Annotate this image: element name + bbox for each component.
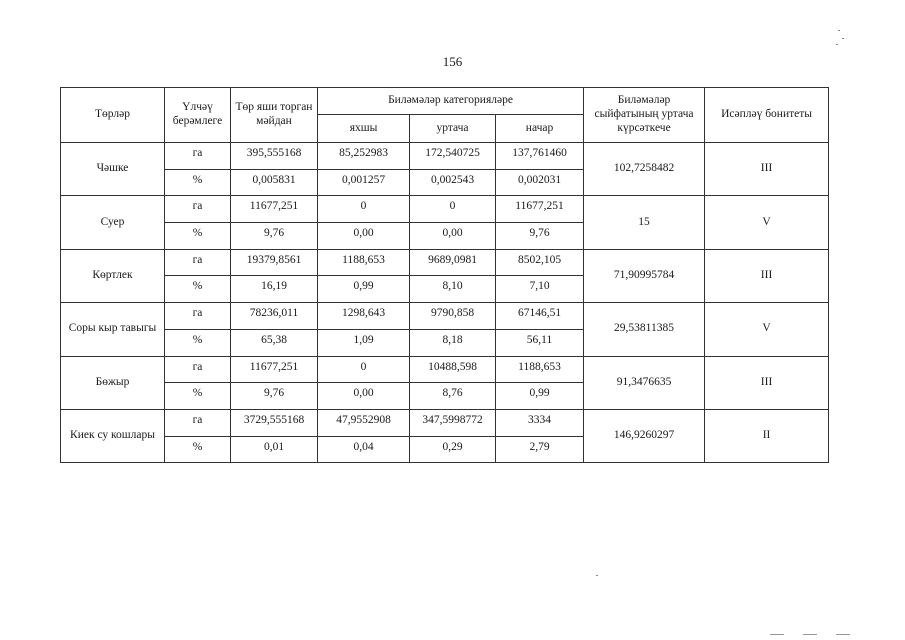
avg-quality-cell: 71,90995784 xyxy=(584,249,705,302)
area-cell: 395,555168 xyxy=(231,143,318,170)
scan-edge-mark xyxy=(803,634,817,635)
header-category-poor: начар xyxy=(496,115,584,143)
species-name: Чәшке xyxy=(61,143,165,196)
poor-cell: 0,002031 xyxy=(496,169,584,196)
area-cell: 0,01 xyxy=(231,436,318,463)
good-cell: 0,99 xyxy=(318,276,410,303)
medium-cell: 0 xyxy=(410,196,496,223)
scan-edge-mark xyxy=(836,634,850,635)
poor-cell: 8502,105 xyxy=(496,249,584,276)
unit-cell: га xyxy=(165,143,231,170)
avg-quality-cell: 15 xyxy=(584,196,705,249)
unit-cell: % xyxy=(165,276,231,303)
area-cell: 11677,251 xyxy=(231,356,318,383)
species-name: Киек су кошлары xyxy=(61,409,165,462)
species-table xyxy=(60,87,829,463)
bonitet-cell: III xyxy=(705,143,829,196)
table-row xyxy=(61,249,829,276)
good-cell: 0,00 xyxy=(318,383,410,410)
poor-cell: 2,79 xyxy=(496,436,584,463)
header-habitat-area: Төр яши торган мәйдан xyxy=(231,88,318,143)
scan-speck xyxy=(836,44,838,45)
bonitet-cell: V xyxy=(705,303,829,356)
avg-quality-cell: 102,7258482 xyxy=(584,143,705,196)
good-cell: 1298,643 xyxy=(318,303,410,330)
medium-cell: 8,18 xyxy=(410,329,496,356)
good-cell: 0 xyxy=(318,356,410,383)
species-name: Суер xyxy=(61,196,165,249)
medium-cell: 9790,858 xyxy=(410,303,496,330)
area-cell: 78236,011 xyxy=(231,303,318,330)
species-name: Бөжыр xyxy=(61,356,165,409)
good-cell: 0,001257 xyxy=(318,169,410,196)
header-species: Төрләр xyxy=(61,88,165,143)
unit-cell: % xyxy=(165,383,231,410)
header-unit: Үлчәү берәмлеге xyxy=(165,88,231,143)
bonitet-cell: II xyxy=(705,409,829,462)
area-cell: 11677,251 xyxy=(231,196,318,223)
unit-cell: га xyxy=(165,409,231,436)
page-number: 156 xyxy=(442,54,463,69)
bonitet-cell: III xyxy=(705,249,829,302)
area-cell: 65,38 xyxy=(231,329,318,356)
unit-cell: % xyxy=(165,169,231,196)
good-cell: 0 xyxy=(318,196,410,223)
header-avg-quality: Биләмәләр сыйфатының уртача күрсәткече xyxy=(584,88,705,143)
good-cell: 0,00 xyxy=(318,223,410,250)
unit-cell: га xyxy=(165,303,231,330)
poor-cell: 137,761460 xyxy=(496,143,584,170)
area-cell: 16,19 xyxy=(231,276,318,303)
good-cell: 0,04 xyxy=(318,436,410,463)
scan-speck xyxy=(842,38,844,39)
avg-quality-cell: 146,9260297 xyxy=(584,409,705,462)
medium-cell: 8,76 xyxy=(410,383,496,410)
scan-speck xyxy=(596,575,598,576)
header-category-good: яхшы xyxy=(318,115,410,143)
unit-cell: % xyxy=(165,329,231,356)
good-cell: 85,252983 xyxy=(318,143,410,170)
medium-cell: 0,29 xyxy=(410,436,496,463)
poor-cell: 1188,653 xyxy=(496,356,584,383)
area-cell: 9,76 xyxy=(231,383,318,410)
medium-cell: 0,002543 xyxy=(410,169,496,196)
header-category-medium: уртача xyxy=(410,115,496,143)
poor-cell: 56,11 xyxy=(496,329,584,356)
good-cell: 1,09 xyxy=(318,329,410,356)
unit-cell: % xyxy=(165,436,231,463)
avg-quality-cell: 29,53811385 xyxy=(584,303,705,356)
poor-cell: 7,10 xyxy=(496,276,584,303)
medium-cell: 347,5998772 xyxy=(410,409,496,436)
unit-cell: га xyxy=(165,249,231,276)
unit-cell: % xyxy=(165,223,231,250)
area-cell: 0,005831 xyxy=(231,169,318,196)
good-cell: 47,9552908 xyxy=(318,409,410,436)
bonitet-cell: V xyxy=(705,196,829,249)
table-row xyxy=(61,409,829,436)
poor-cell: 3334 xyxy=(496,409,584,436)
poor-cell: 9,76 xyxy=(496,223,584,250)
species-name: Көртлек xyxy=(61,249,165,302)
table-header xyxy=(61,88,829,143)
poor-cell: 0,99 xyxy=(496,383,584,410)
avg-quality-cell: 91,3476635 xyxy=(584,356,705,409)
poor-cell: 67146,51 xyxy=(496,303,584,330)
header-bonitet: Исәпләү бонитеты xyxy=(705,88,829,143)
header-categories-group: Биләмәләр категорияләре xyxy=(318,88,584,115)
species-name: Соры кыр тавыгы xyxy=(61,303,165,356)
table-row xyxy=(61,196,829,223)
unit-cell: га xyxy=(165,356,231,383)
medium-cell: 172,540725 xyxy=(410,143,496,170)
scan-edge-mark xyxy=(770,634,784,635)
medium-cell: 8,10 xyxy=(410,276,496,303)
table-row xyxy=(61,356,829,383)
bonitet-cell: III xyxy=(705,356,829,409)
medium-cell: 0,00 xyxy=(410,223,496,250)
poor-cell: 11677,251 xyxy=(496,196,584,223)
scan-speck xyxy=(838,30,840,31)
unit-cell: га xyxy=(165,196,231,223)
area-cell: 3729,555168 xyxy=(231,409,318,436)
area-cell: 9,76 xyxy=(231,223,318,250)
table-row xyxy=(61,143,829,170)
area-cell: 19379,8561 xyxy=(231,249,318,276)
table-row xyxy=(61,303,829,330)
medium-cell: 9689,0981 xyxy=(410,249,496,276)
good-cell: 1188,653 xyxy=(318,249,410,276)
medium-cell: 10488,598 xyxy=(410,356,496,383)
